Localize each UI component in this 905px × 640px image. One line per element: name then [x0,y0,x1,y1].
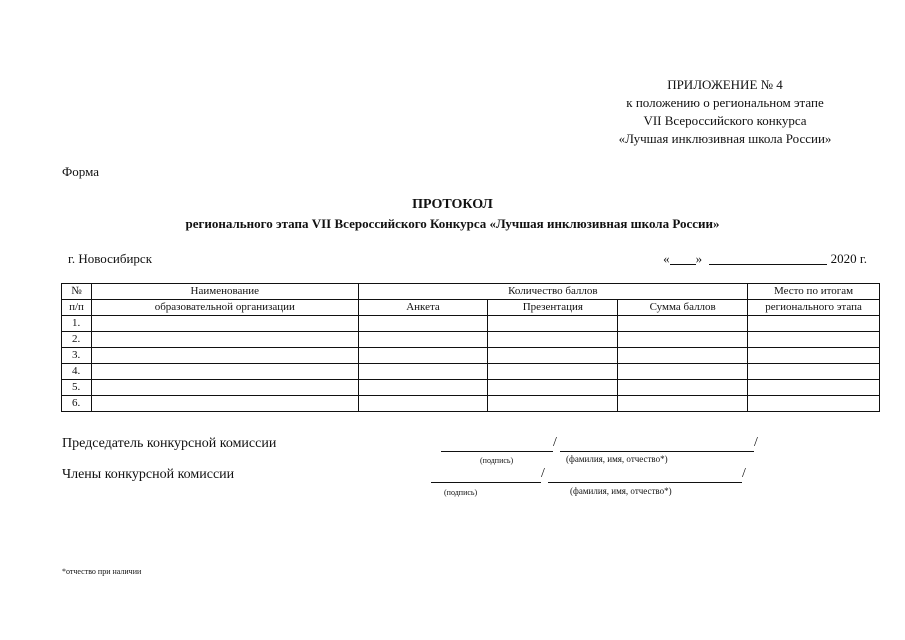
survey-cell[interactable] [358,316,488,332]
place-cell[interactable] [748,348,880,364]
row-number: 1. [62,316,92,332]
col-header-num-2: п/п [62,300,92,316]
chair-label: Председатель конкурсной комиссии [62,436,277,451]
members-signature-hint: (подпись) [444,488,478,497]
appendix-line-2: к положению о региональном этапе [626,95,824,110]
presentation-cell[interactable] [488,364,618,380]
presentation-cell[interactable] [488,396,618,412]
survey-cell[interactable] [358,332,488,348]
members-name-hint: (фамилия, имя, отчество*) [570,486,672,496]
footnote: *отчество при наличии [62,567,142,576]
row-number: 6. [62,396,92,412]
members-signature-line[interactable] [431,482,541,483]
form-label: Форма [62,164,99,179]
sum-cell[interactable] [618,348,748,364]
document-subtitle: регионального этапа VII Всероссийского Конкурса «Лучшая инклюзивная школа России» [185,216,720,231]
row-number: 3. [62,348,92,364]
sum-cell[interactable] [618,316,748,332]
col-header-presentation: Презентация [488,300,618,316]
members-slash: / [541,466,545,481]
chair-slash: / [553,435,557,450]
place-cell[interactable] [748,380,880,396]
presentation-cell[interactable] [488,348,618,364]
chair-name-hint: (фамилия, имя, отчество*) [566,454,668,464]
col-header-place-2: регионального этапа [748,300,880,316]
table-row [62,396,880,412]
col-header-sum: Сумма баллов [618,300,748,316]
col-header-score-group: Количество баллов [358,284,747,300]
sum-cell[interactable] [618,332,748,348]
day-blank[interactable] [670,252,696,265]
survey-cell[interactable] [358,364,488,380]
presentation-cell[interactable] [488,332,618,348]
col-header-org-1: Наименование [91,284,358,300]
org-cell[interactable] [91,380,358,396]
place-cell[interactable] [748,332,880,348]
sum-cell[interactable] [618,396,748,412]
sum-cell[interactable] [618,380,748,396]
date-quote-close: » [695,251,703,266]
table-row [62,380,880,396]
members-label: Члены конкурсной комиссии [62,467,235,482]
col-header-place-1: Место по итогам [748,284,880,300]
chair-slash-end: / [754,435,758,450]
document-title: ПРОТОКОЛ [412,197,493,212]
place-cell[interactable] [748,316,880,332]
org-cell[interactable] [91,396,358,412]
place-cell[interactable] [748,396,880,412]
presentation-cell[interactable] [488,380,618,396]
col-header-num-1: № [62,284,92,300]
place-cell[interactable] [748,364,880,380]
survey-cell[interactable] [358,396,488,412]
table-row [62,348,880,364]
members-slash-end: / [742,466,746,481]
table-row [62,332,880,348]
date-field [663,251,867,267]
row-number: 4. [62,364,92,380]
survey-cell[interactable] [358,380,488,396]
date-quote-open: « [663,251,670,266]
table-row [62,316,880,332]
chair-signature-hint: (подпись) [480,456,514,465]
row-number: 2. [62,332,92,348]
city-label: г. Новосибирск [68,251,153,266]
chair-signature-line[interactable] [441,451,553,452]
members-name-line[interactable] [548,482,742,483]
month-blank[interactable] [709,252,827,265]
presentation-cell[interactable] [488,316,618,332]
org-cell[interactable] [91,316,358,332]
appendix-line-4: «Лучшая инклюзивная школа России» [618,131,832,146]
appendix-header [595,76,855,148]
org-cell[interactable] [91,364,358,380]
date-year: 2020 г. [830,251,867,266]
org-cell[interactable] [91,332,358,348]
org-cell[interactable] [91,348,358,364]
col-header-org-2: образовательной организации [91,300,358,316]
row-number: 5. [62,380,92,396]
results-table [61,283,880,412]
sum-cell[interactable] [618,364,748,380]
table-row [62,364,880,380]
col-header-survey: Анкета [358,300,488,316]
appendix-line-3: VII Всероссийского конкурса [643,113,807,128]
survey-cell[interactable] [358,348,488,364]
chair-name-line[interactable] [560,451,754,452]
appendix-number: ПРИЛОЖЕНИЕ № 4 [667,77,783,92]
